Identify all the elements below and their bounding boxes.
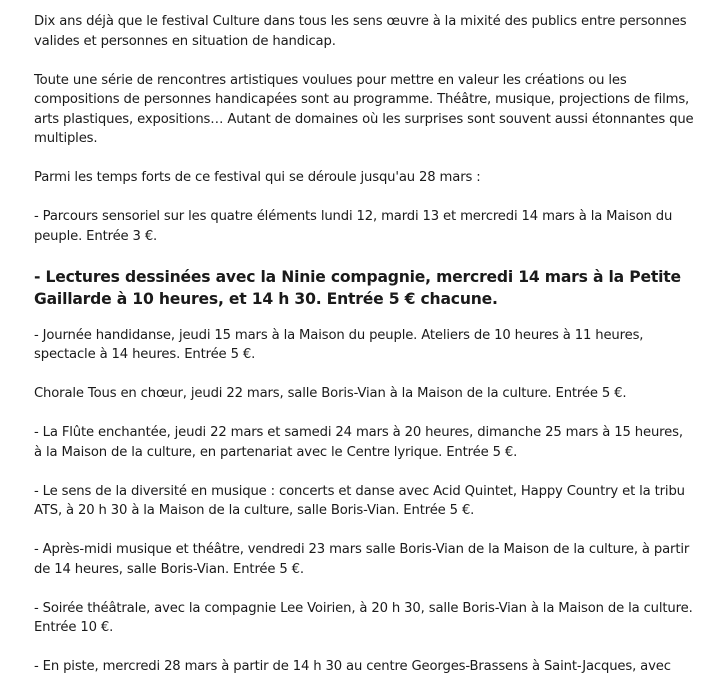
event-diversite-musique: - Le sens de la diversité en musique : concerts et danse avec Acid Quintet, Happy Country et la tribu ATS, à 20 h 30 à la Maison de la culture, salle Boris-Vian. Entrée 5 €. (34, 483, 685, 518)
event-chorale: Chorale Tous en chœur, jeudi 22 mars, salle Boris-Vian à la Maison de la culture. Entrée 5 €. (34, 386, 627, 401)
paragraph-highlights-heading: Parmi les temps forts de ce festival qui se déroule jusqu'au 28 mars : (34, 170, 481, 185)
article-body (34, 12, 694, 696)
event-lectures-dessinees: - Lectures dessinées avec la Ninie compagnie, mercredi 14 mars à la Petite Gaillarde à 10 heures, et 14 h 30. Entrée 5 € chacune. (34, 267, 681, 308)
event-en-piste: - En piste, mercredi 28 mars à partir de 14 h 30 au centre Georges-Brassens à Saint-Jacques, avec (34, 659, 671, 674)
event-journee-handidanse: - Journée handidanse, jeudi 15 mars à la Maison du peuple. Ateliers de 10 heures à 11 heures, spectacle à 14 heures. Entrée 5 €. (34, 327, 644, 362)
paragraph-intro: Dix ans déjà que le festival Culture dans tous les sens œuvre à la mixité des publics entre personnes valides et personnes en situation de handicap. (34, 14, 687, 49)
event-soiree-theatrale: - Soirée théâtrale, avec la compagnie Lee Voirien, à 20 h 30, salle Boris-Vian à la Maison de la culture. Entrée 10 €. (34, 600, 693, 635)
event-parcours-sensoriel: - Parcours sensoriel sur les quatre éléments lundi 12, mardi 13 et mercredi 14 mars à la Maison du peuple. Entrée 3 €. (34, 209, 673, 244)
event-flute-enchantee: - La Flûte enchantée, jeudi 22 mars et samedi 24 mars à 20 heures, dimanche 25 mars à 15 heures, à la Maison de la culture, en partenariat avec le Centre lyrique. Entrée 5 €. (34, 425, 683, 460)
paragraph-program: Toute une série de rencontres artistiques voulues pour mettre en valeur les créations ou les compositions de personnes handicapées sont au programme. Théâtre, musique, projections de films, arts plastiques, expositions… Autant de domaines où les surprises sont souvent aussi étonnantes que multiples. (34, 72, 694, 146)
event-apres-midi-musique: - Après-midi musique et théâtre, vendredi 23 mars salle Boris-Vian de la Maison de la culture, à partir de 14 heures, salle Boris-Vian. Entrée 5 €. (34, 542, 690, 577)
